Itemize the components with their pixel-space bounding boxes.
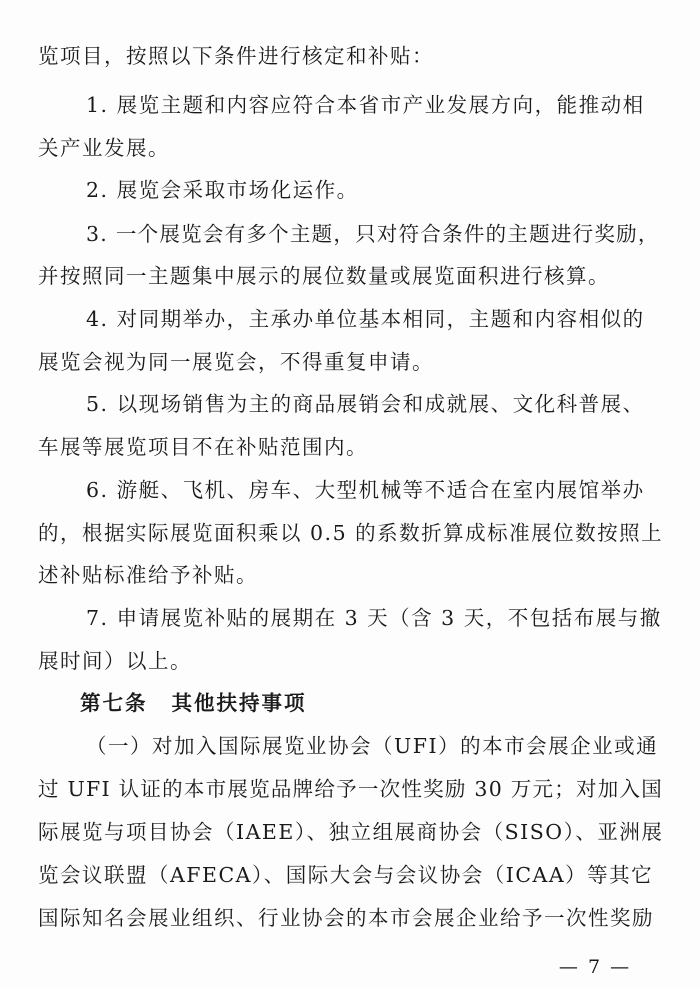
text-line: 际展览与项目协会（IAEE）、独立组展商协会（SISO）、亚洲展 bbox=[38, 820, 664, 844]
text-line: 4. 对同期举办，主承办单位基本相同，主题和内容相似的 bbox=[86, 307, 645, 331]
text-line: 展览会视为同一展览会，不得重复申请。 bbox=[38, 350, 434, 374]
text-line: 览会议联盟（AFECA）、国际大会与会议协会（ICAA）等其它 bbox=[38, 863, 654, 887]
text-line: 5. 以现场销售为主的商品展销会和成就展、文化科普展、 bbox=[86, 392, 645, 416]
article-number: 第七条 bbox=[80, 691, 148, 715]
article-heading bbox=[80, 685, 307, 721]
text-line: 展时间）以上。 bbox=[38, 649, 192, 673]
text-line: 1. 展览主题和内容应符合本省市产业发展方向，能推动相 bbox=[86, 93, 645, 117]
text-line: 览项目，按照以下条件进行核定和补贴： bbox=[38, 44, 434, 68]
text-line: 车展等展览项目不在补贴范围内。 bbox=[38, 435, 368, 459]
text-line: 的，根据实际展览面积乘以 0.5 的系数折算成标准展位数按照上 bbox=[38, 521, 664, 545]
page-number: — 7 — bbox=[558, 956, 632, 978]
text-line: 关产业发展。 bbox=[38, 136, 170, 160]
text-line: 3. 一个展览会有多个主题，只对符合条件的主题进行奖励， bbox=[86, 222, 660, 246]
text-line: 过 UFI 认证的本市展览品牌给予一次性奖励 30 万元；对加入国 bbox=[38, 777, 663, 801]
text-line: 2. 展览会采取市场化运作。 bbox=[86, 178, 359, 202]
article-title: 其他扶持事项 bbox=[171, 691, 307, 715]
text-line: 述补贴标准给予补贴。 bbox=[38, 563, 258, 587]
text-line: 7. 申请展览补贴的展期在 3 天（含 3 天，不包括布展与撤 bbox=[86, 606, 662, 630]
text-line: 国际知名会展业组织、行业协会的本市会展企业给予一次性奖励 bbox=[38, 906, 654, 930]
text-line: 6. 游艇、飞机、房车、大型机械等不适合在室内展馆举办 bbox=[86, 478, 645, 502]
text-line: （一）对加入国际展览业协会（UFI）的本市会展企业或通 bbox=[86, 734, 659, 758]
text-line: 并按照同一主题集中展示的展位数量或展览面积进行核算。 bbox=[38, 264, 610, 288]
